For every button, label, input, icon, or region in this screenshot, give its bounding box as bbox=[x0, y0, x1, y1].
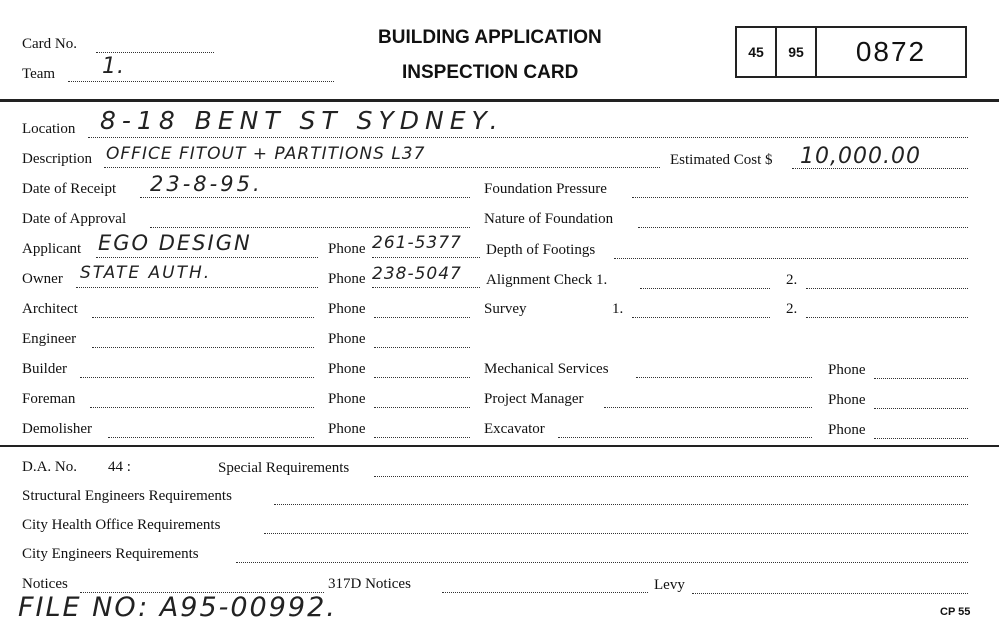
foundation-pressure-line bbox=[632, 197, 968, 198]
applicant-phone-label: Phone bbox=[328, 241, 366, 257]
da-no-label: D.A. No. bbox=[22, 459, 77, 475]
date-receipt-value: 23-8-95. bbox=[150, 172, 263, 196]
excavator-phone-line bbox=[874, 438, 968, 439]
levy-label: Levy bbox=[654, 577, 685, 593]
engineer-line bbox=[92, 347, 314, 348]
health-office-requirements-label: City Health Office Requirements bbox=[22, 517, 221, 533]
architect-phone-label: Phone bbox=[328, 301, 366, 317]
description-value: OFFICE FITOUT + PARTITIONS L37 bbox=[106, 144, 426, 164]
demolisher-line bbox=[108, 437, 314, 438]
project-manager-phone-label: Phone bbox=[828, 392, 866, 408]
nature-foundation-label: Nature of Foundation bbox=[484, 211, 614, 227]
survey-2-label: 2. bbox=[786, 301, 798, 317]
excavator-label: Excavator bbox=[484, 421, 545, 437]
applicant-phone-line bbox=[372, 257, 480, 258]
foreman-phone-label: Phone bbox=[328, 391, 366, 407]
excavator-line bbox=[558, 437, 812, 438]
project-manager-line bbox=[604, 407, 812, 408]
special-requirements-line bbox=[374, 476, 968, 477]
foreman-phone-line bbox=[374, 407, 470, 408]
survey-line-1 bbox=[632, 317, 770, 318]
card-no-line bbox=[96, 52, 214, 53]
section-divider bbox=[0, 445, 999, 447]
applicant-line bbox=[96, 257, 318, 258]
location-value: 8-18 BENT ST SYDNEY. bbox=[100, 106, 504, 135]
form-code: CP 55 bbox=[940, 606, 971, 618]
alignment-2-label: 2. bbox=[786, 272, 798, 288]
engineer-label: Engineer bbox=[22, 331, 77, 347]
owner-label: Owner bbox=[22, 271, 63, 287]
city-engineers-requirements-line bbox=[236, 562, 968, 563]
foundation-pressure-label: Foundation Pressure bbox=[484, 181, 607, 197]
box-95: 95 bbox=[775, 26, 817, 78]
architect-line bbox=[92, 317, 314, 318]
notices-317d-line bbox=[442, 592, 648, 593]
date-receipt-line bbox=[140, 197, 470, 198]
structural-requirements-label: Structural Engineers Requirements bbox=[22, 488, 232, 504]
estimated-cost-label: Estimated Cost $ bbox=[670, 152, 773, 168]
builder-label: Builder bbox=[22, 361, 67, 377]
demolisher-phone-label: Phone bbox=[328, 421, 366, 437]
owner-phone-label: Phone bbox=[328, 271, 366, 287]
builder-line bbox=[80, 377, 314, 378]
applicant-phone-value: 261-5377 bbox=[372, 233, 462, 253]
mechanical-phone-line bbox=[874, 378, 968, 379]
special-requirements-label: Special Requirements bbox=[218, 460, 350, 476]
da-no-value: 44 : bbox=[108, 459, 131, 475]
builder-phone-label: Phone bbox=[328, 361, 366, 377]
mechanical-services-label: Mechanical Services bbox=[484, 361, 609, 377]
date-receipt-label: Date of Receipt bbox=[22, 181, 117, 197]
notices-317d-label: 317D Notices bbox=[328, 576, 411, 592]
owner-phone-line bbox=[372, 287, 480, 288]
project-manager-phone-line bbox=[874, 408, 968, 409]
city-engineers-requirements-label: City Engineers Requirements bbox=[22, 546, 199, 562]
depth-footings-label: Depth of Footings bbox=[486, 242, 596, 258]
applicant-label: Applicant bbox=[22, 241, 82, 257]
owner-value: STATE AUTH. bbox=[80, 263, 212, 283]
alignment-check-label: Alignment Check 1. bbox=[486, 272, 608, 288]
engineer-phone-line bbox=[374, 347, 470, 348]
mechanical-services-line bbox=[636, 377, 812, 378]
demolisher-phone-line bbox=[374, 437, 470, 438]
architect-phone-line bbox=[374, 317, 470, 318]
excavator-phone-label: Phone bbox=[828, 422, 866, 438]
health-office-requirements-line bbox=[264, 533, 968, 534]
date-approval-line bbox=[150, 227, 470, 228]
depth-footings-line bbox=[614, 258, 968, 259]
foreman-line bbox=[90, 407, 314, 408]
owner-phone-value: 238-5047 bbox=[372, 264, 462, 284]
location-line bbox=[88, 137, 968, 138]
header-divider bbox=[0, 99, 999, 102]
description-label: Description bbox=[22, 151, 92, 167]
description-line bbox=[104, 167, 660, 168]
card-number-box: 0872 bbox=[815, 26, 967, 78]
owner-line bbox=[76, 287, 318, 288]
architect-label: Architect bbox=[22, 301, 78, 317]
team-value: 1. bbox=[102, 54, 125, 79]
mechanical-phone-label: Phone bbox=[828, 362, 866, 378]
survey-label: Survey bbox=[484, 301, 527, 317]
date-approval-label: Date of Approval bbox=[22, 211, 127, 227]
team-line bbox=[68, 81, 334, 82]
project-manager-label: Project Manager bbox=[484, 391, 584, 407]
estimated-cost-value: 10,000.00 bbox=[800, 144, 921, 169]
applicant-value: EGO DESIGN bbox=[98, 231, 252, 255]
file-number-handwritten: FILE NO: A95-00992. bbox=[18, 592, 337, 623]
engineer-phone-label: Phone bbox=[328, 331, 366, 347]
alignment-check-line-2 bbox=[806, 288, 968, 289]
structural-requirements-line bbox=[274, 504, 968, 505]
builder-phone-line bbox=[374, 377, 470, 378]
survey-1-label: 1. bbox=[612, 301, 624, 317]
title-line1: BUILDING APPLICATION bbox=[378, 27, 602, 48]
location-label: Location bbox=[22, 121, 76, 137]
demolisher-label: Demolisher bbox=[22, 421, 92, 437]
foreman-label: Foreman bbox=[22, 391, 76, 407]
team-label: Team bbox=[22, 66, 56, 82]
survey-line-2 bbox=[806, 317, 968, 318]
alignment-check-line-1 bbox=[640, 288, 770, 289]
card-no-label: Card No. bbox=[22, 36, 77, 52]
levy-line bbox=[692, 593, 968, 594]
nature-foundation-line bbox=[638, 227, 968, 228]
box-45: 45 bbox=[735, 26, 777, 78]
notices-label: Notices bbox=[22, 576, 68, 592]
title-line2: INSPECTION CARD bbox=[402, 62, 579, 83]
